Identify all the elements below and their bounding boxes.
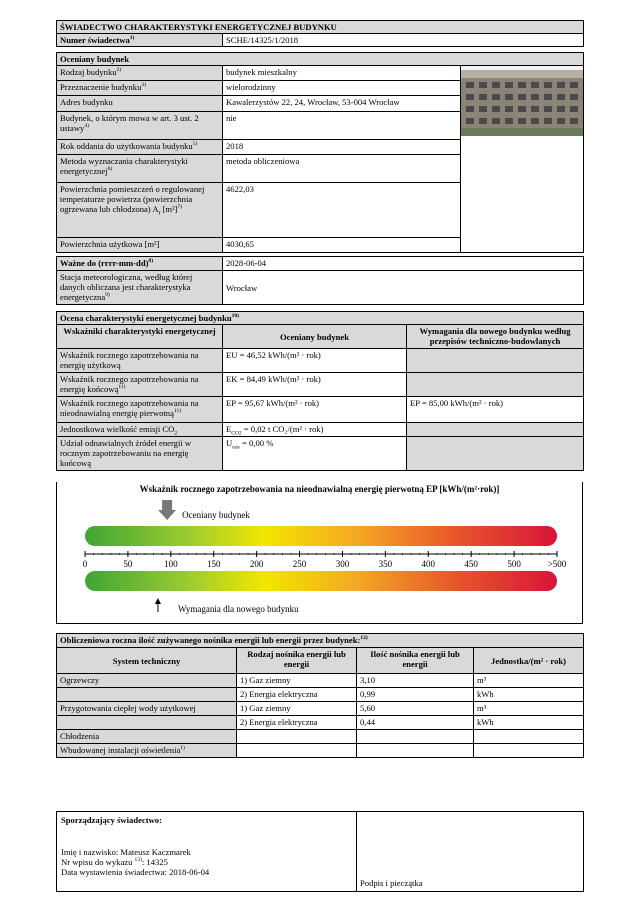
amount-cell	[357, 730, 474, 744]
ep-scale-tick-label: 350	[378, 559, 393, 569]
ep-scale-tick-label: 0	[82, 559, 88, 569]
eu-value: EU = 46,52 kWh/(m² · rok)	[223, 349, 407, 373]
building-heated-area-value: 4622,03	[223, 183, 461, 237]
building-address-value: Kawalerzystów 22, 24, Wrocław, 53-004 Wrocław	[223, 96, 461, 111]
building-usable-area-value: 4030,65	[223, 237, 461, 252]
building-marker-arrow-icon	[158, 510, 176, 520]
ek-requirement	[407, 373, 584, 397]
assessment-col-building: Oceniany budynek	[223, 325, 407, 349]
building-section-title: Oceniany budynek	[57, 53, 584, 66]
unit-cell	[474, 730, 584, 744]
assessment-title: Ocena charakterystyki energetycznej budynku$^{10)}$	[57, 312, 584, 325]
cert-number-label: Numer świadectwa$^{1)}$	[57, 34, 223, 47]
building-method-label: Metoda wyznaczania charakterystyki energetycznej$^{6)}$	[57, 155, 223, 183]
ek-label: Wskaźnik rocznego zapotrzebowania na energię końcową$^{11)}$	[57, 373, 223, 397]
eu-requirement	[407, 349, 584, 373]
ep-scale-bar-top	[85, 526, 557, 546]
unit-cell: kWh	[474, 716, 584, 730]
requirement-marker-label: Wymagania dla nowego budynku	[177, 604, 299, 614]
carrier-cell: 2) Energia elektryczna	[237, 716, 357, 730]
system-lighting: Wbudowanej instalacji oświetlenia$^{1)}$	[57, 744, 237, 758]
ep-scale-tick-label: 150	[206, 559, 221, 569]
building-marker-stem	[162, 500, 172, 510]
building-method-value: metoda obliczeniowa	[223, 155, 461, 183]
valid-until-label: Ważne do (rrrr-mm-dd)$^{8)}$	[57, 257, 223, 271]
ep-scale-tick-label: 450	[464, 559, 478, 569]
carrier-cell: 2) Energia elektryczna	[237, 688, 357, 702]
unit-cell: kWh	[474, 688, 584, 702]
ep-scale-tick-label: 300	[335, 559, 350, 569]
consumption-col-system: System techniczny	[57, 648, 237, 674]
oze-requirement	[407, 437, 584, 471]
building-art3-label: Budynek, o którym mowa w art. 3 ust. 2 ustawy$^{4)}$	[57, 111, 223, 139]
carrier-cell: 1) Gaz ziemny	[237, 674, 357, 688]
ep-scale-tick-label: 200	[249, 559, 264, 569]
header-table	[56, 20, 584, 47]
ep-scale-tick-label: 50	[123, 559, 133, 569]
co2-label: Jednostkowa wielkość emisji $CO_2$	[57, 423, 223, 437]
signature-label: Podpis i pieczątka	[360, 878, 423, 888]
carrier-cell	[237, 730, 357, 744]
building-purpose-value: wielorodzinny	[223, 81, 461, 96]
oze-label: Udział odnawialnych źródeł energii w rocznym zapotrzebowaniu na energię końcową	[57, 437, 223, 471]
building-usable-area-label: Powierzchnia użytkowa [m²]	[57, 237, 223, 252]
assessment-table	[56, 311, 584, 471]
issuer-title: Sporządzający świadectwo:	[61, 815, 162, 825]
issuer-table	[56, 811, 584, 892]
consumption-col-carrier: Rodzaj nośnika energii lub energii	[237, 648, 357, 674]
amount-cell: 0,44	[357, 716, 474, 730]
carrier-cell: 1) Gaz ziemny	[237, 702, 357, 716]
requirement-marker-arrow-icon	[155, 598, 161, 604]
amount-cell: 5,60	[357, 702, 474, 716]
ep-scale-tick-label: >500	[547, 559, 567, 569]
consumption-col-amount: Ilość nośnika energii lub energii	[357, 648, 474, 674]
amount-cell	[357, 744, 474, 758]
issuer-name: Imię i nazwisko: Mateusz Kaczmarek	[61, 847, 191, 857]
signature-cell	[357, 812, 584, 892]
co2-requirement	[407, 423, 584, 437]
issuer-info	[57, 812, 357, 892]
building-year-label: Rok oddania do użytkowania budynku$^{5)}$	[57, 139, 223, 154]
certificate-title: ŚWIADECTWO CHARAKTERYSTYKI ENERGETYCZNEJ BUDYNKU	[57, 21, 584, 34]
assessment-col-indicators: Wskaźniki charakterystyki energetycznej	[57, 325, 223, 349]
consumption-table	[56, 633, 584, 758]
consumption-title: Obliczeniowa roczna ilość zużywanego nośnika energii lub energii przez budynek:$^{12)}$	[57, 634, 584, 648]
building-address-label: Adres budynku	[57, 96, 223, 111]
ep-requirement: EP = 85,00 kWh/(m² · rok)	[407, 397, 584, 423]
system-hot-water: Przygotowania ciepłej wody użytkowej	[57, 702, 237, 716]
consumption-col-unit: Jednostka/(m² · rok)	[474, 648, 584, 674]
building-purpose-label: Przeznaczenie budynku$^{3)}$	[57, 81, 223, 96]
system-cooling: Chłodzenia	[57, 730, 237, 744]
building-heated-area-label: Powierzchnia pomieszczeń o regulowanej temperaturze powietrza (powierzchnia ogrzewana lub chłodzona) $A_f$ $[m^2]^{7)}$	[57, 183, 223, 237]
ep-label: Wskaźnik rocznego zapotrzebowania na nieodnawialną energię pierwotną$^{11)}$	[57, 397, 223, 423]
unit-cell: m³	[474, 702, 584, 716]
issuer-registry: Nr wpisu do wykazu $^{13)}$: 14325	[61, 857, 168, 867]
eu-label: Wskaźnik rocznego zapotrzebowania na energię użytkową	[57, 349, 223, 373]
building-art3-value: nie	[223, 111, 461, 139]
building-marker-label: Oceniany budynek	[182, 510, 250, 520]
system-hot-water-cont	[57, 716, 237, 730]
ep-scale-tick-label: 500	[507, 559, 521, 569]
amount-cell: 3,10	[357, 674, 474, 688]
ep-scale-tick-label: 250	[292, 559, 307, 569]
co2-value: $E_{CO2} = 0,02$ t CO₂/(m² · rok)	[223, 423, 407, 437]
carrier-cell	[237, 744, 357, 758]
validity-table	[56, 256, 584, 305]
oze-value: $U_{oze} = 0,00$ %	[223, 437, 407, 471]
building-table	[56, 52, 584, 253]
ep-value: EP = 95,67 kWh/(m² · rok)	[223, 397, 407, 423]
ep-scale-bar-bottom	[85, 571, 557, 591]
ep-scale-title: Wskaźnik rocznego zapotrzebowania na nieodnawialną energię pierwotną EP [kWh/(m²·rok)]	[139, 484, 500, 494]
station-value: Wrocław	[223, 271, 584, 305]
amount-cell: 0,99	[357, 688, 474, 702]
ep-scale-tick-label: 400	[421, 559, 436, 569]
building-type-value: budynek mieszkalny	[223, 66, 461, 81]
ep-scale-panel	[56, 482, 583, 624]
building-photo	[461, 66, 584, 253]
unit-cell	[474, 744, 584, 758]
unit-cell: m³	[474, 674, 584, 688]
system-heating: Ogrzewczy	[57, 674, 237, 688]
ep-scale-chart	[57, 496, 582, 621]
system-heating-cont	[57, 688, 237, 702]
station-label: Stacja meteorologiczna, według której danych obliczana jest charakterystyka energetyczna$^{9)}$	[57, 271, 223, 305]
valid-until-value: 2028-06-04	[223, 257, 584, 271]
building-year-value: 2018	[223, 139, 461, 154]
assessment-col-requirements: Wymagania dla nowego budynku według przepisów techniczno-budowlanych	[407, 325, 584, 349]
building-photo-icon	[461, 66, 584, 252]
issuer-date: Data wystawienia świadectwa: 2018-06-04	[61, 867, 210, 877]
building-type-label: Rodzaj budynku$^{2)}$	[57, 66, 223, 81]
ep-scale-tick-label: 100	[164, 559, 178, 569]
cert-number-value: SCHE/14325/1/2018	[223, 34, 584, 47]
ek-value: EK = 84,49 kWh/(m² · rok)	[223, 373, 407, 397]
